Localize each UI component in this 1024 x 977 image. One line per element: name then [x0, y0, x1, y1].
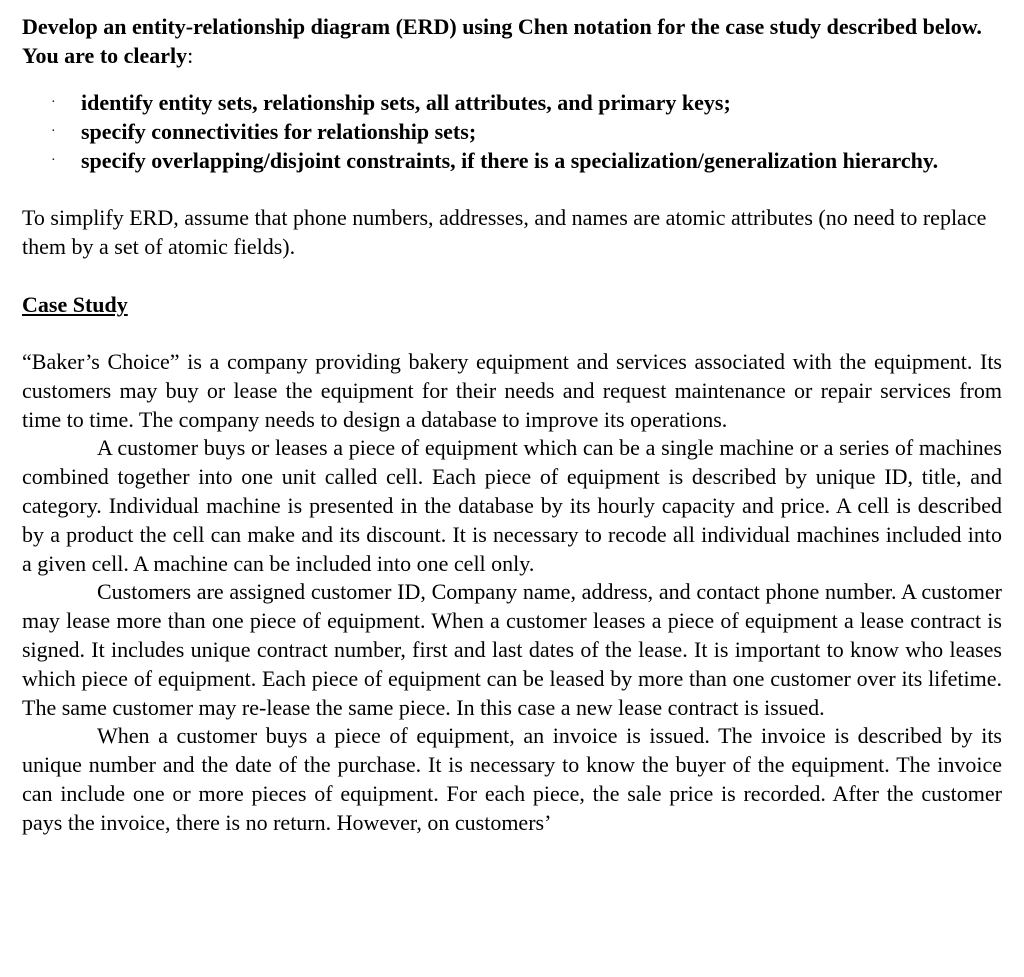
- simplification-note: To simplify ERD, assume that phone numbers, addresses, and names are atomic attributes (no need to replace them by a set of atomic fields).: [22, 205, 987, 259]
- requirement-item: [22, 88, 1002, 117]
- assignment-intro-text: Develop an entity-relationship diagram (ERD) using Chen notation for the case study described below. You are to clearly: [22, 14, 982, 68]
- requirement-item: [22, 117, 1002, 146]
- assignment-intro-colon: :: [187, 43, 194, 68]
- case-paragraph: When a customer buys a piece of equipment, an invoice is issued. The invoice is described by its unique number and the date of the purchase. It is necessary to know the buyer of the equipment. The invoice can include one or more pieces of equipment. For each piece, the sale price is recorded. After the customer pays the invoice, there is no return. However, on customers’: [22, 723, 1002, 835]
- case-study-heading: Case Study: [22, 292, 128, 317]
- case-paragraph: Customers are assigned customer ID, Company name, address, and contact phone number. A customer may lease more than one piece of equipment. When a customer leases a piece of equipment a lease contract is signed. It includes unique contract number, first and last dates of the lease. It is important to know who leases which piece of equipment. Each piece of equipment can be leased by more than one customer over its lifetime. The same customer may re-lease the same piece. In this case a new lease contract is issued.: [22, 579, 1002, 720]
- bullet-icon: ·: [51, 124, 56, 139]
- requirement-text: specify overlapping/disjoint constraints, if there is a specialization/generalization hierarchy.: [81, 148, 939, 173]
- requirement-text: specify connectivities for relationship sets;: [81, 119, 477, 144]
- bullet-icon: ·: [51, 95, 56, 110]
- requirements-list: [22, 88, 1002, 175]
- bullet-icon: ·: [51, 153, 56, 168]
- case-study-body: [22, 348, 1002, 838]
- assignment-intro: [22, 12, 1002, 70]
- case-paragraph: “Baker’s Choice” is a company providing bakery equipment and services associated with the equipment. Its customers may buy or lease the equipment for their needs and request maintenance or repair services from time to time. The company needs to design a database to improve its operations.: [22, 349, 1002, 432]
- case-paragraph: A customer buys or leases a piece of equipment which can be a single machine or a series of machines combined together into one unit called cell. Each piece of equipment is described by unique ID, title, and category. Individual machine is presented in the database by its hourly capacity and price. A cell is described by a product the cell can make and its discount. It is necessary to recode all individual machines included into a given cell. A machine can be included into one cell only.: [22, 435, 1002, 576]
- requirement-item: [22, 146, 1002, 175]
- requirement-text: identify entity sets, relationship sets, all attributes, and primary keys;: [81, 90, 731, 115]
